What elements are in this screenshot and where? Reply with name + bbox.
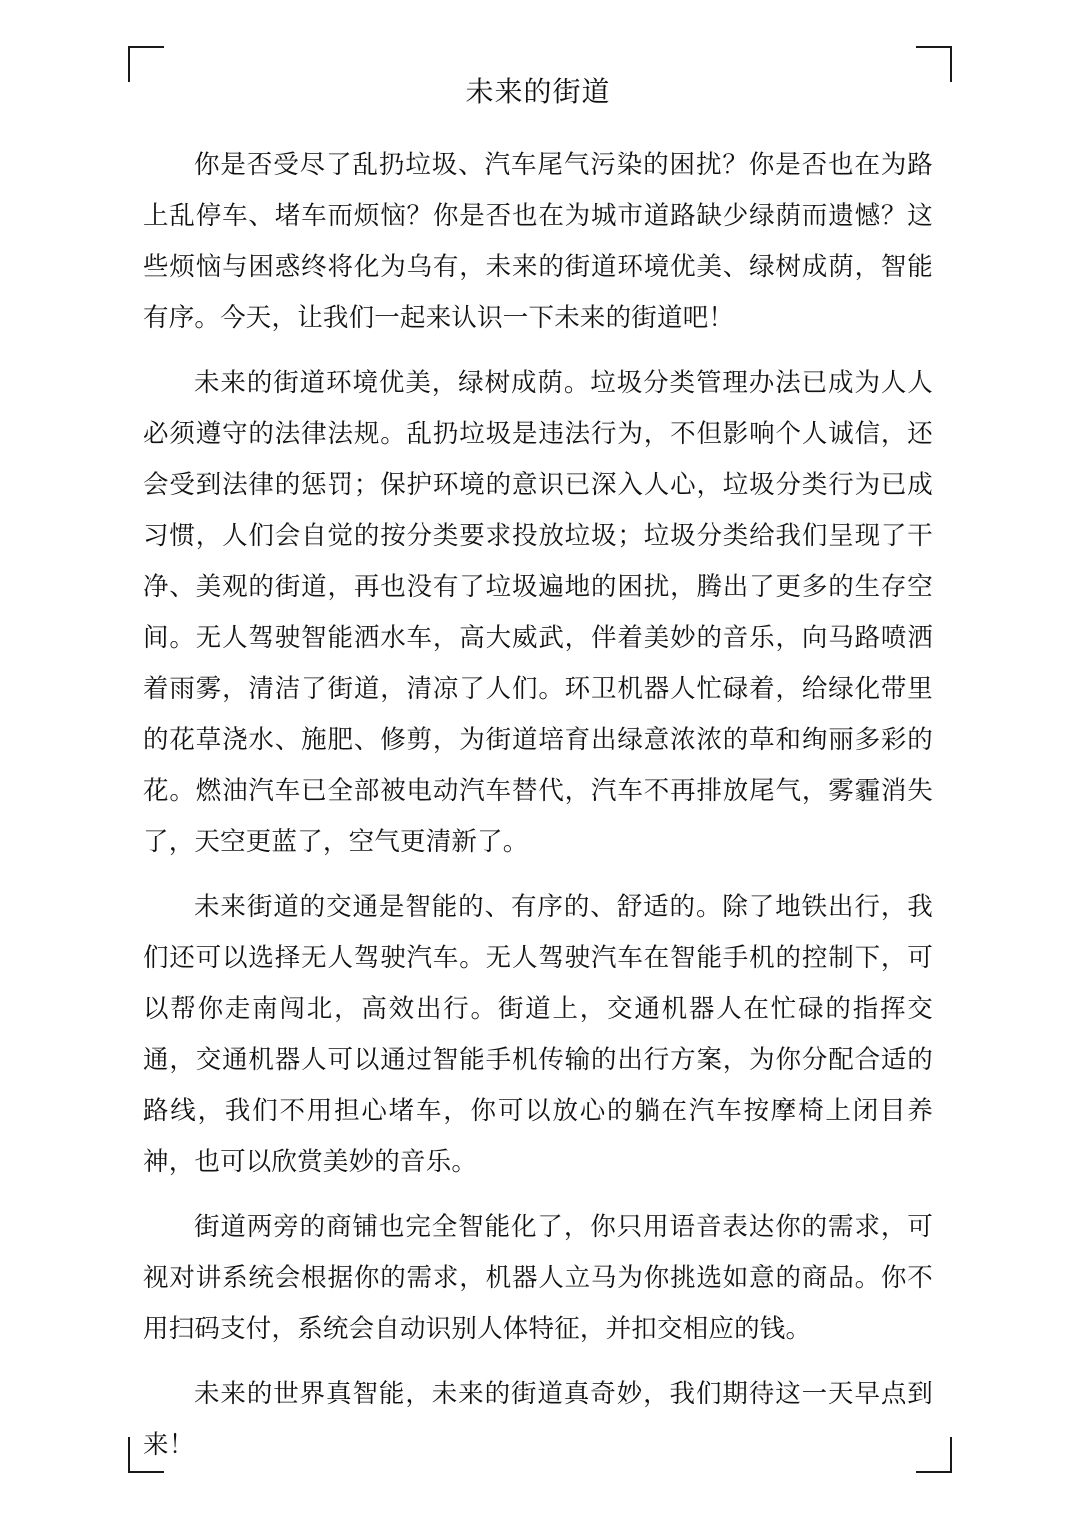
paragraph: 你是否受尽了乱扔垃圾、汽车尾气污染的困扰？你是否也在为路上乱停车、堵车而烦恼？你是否也在为城市道路缺少绿荫而遗憾？这些烦恼与困惑终将化为乌有，未来的街道环境优美、绿树成荫，智能有序。今天，让我们一起来认识一下未来的街道吧！ — [143, 151, 933, 333]
paragraph: 未来街道的交通是智能的、有序的、舒适的。除了地铁出行，我们还可以选择无人驾驶汽车。无人驾驶汽车在智能手机的控制下，可以帮你走南闯北，高效出行。街道上，交通机器人在忙碌的指挥交通，交通机器人可以通过智能手机传输的出行方案，为你分配合适的路线，我们不用担心堵车，你可以放心的躺在汽车按摩椅上闭目养神，也可以欣赏美妙的音乐。 — [143, 893, 933, 1177]
page-title: 未来的街道 — [465, 76, 611, 107]
paragraph: 街道两旁的商铺也完全智能化了，你只用语音表达你的需求，可视对讲系统会根据你的需求，机器人立马为你挑选如意的商品。你不用扫码支付，系统会自动识别人体特征，并扣交相应的钱。 — [143, 1213, 933, 1344]
paragraph: 未来的街道环境优美，绿树成荫。垃圾分类管理办法已成为人人必须遵守的法律法规。乱扔垃圾是违法行为，不但影响个人诚信，还会受到法律的惩罚；保护环境的意识已深入人心，垃圾分类行为已成习惯，人们会自觉的按分类要求投放垃圾；垃圾分类给我们呈现了干净、美观的街道，再也没有了垃圾遍地的困扰，腾出了更多的生存空间。无人驾驶智能洒水车，高大威武，伴着美妙的音乐，向马路喷洒着雨雾，清洁了街道，清凉了人们。环卫机器人忙碌着，给绿化带里的花草浇水、施肥、修剪，为街道培育出绿意浓浓的草和绚丽多彩的花。燃油汽车已全部被电动汽车替代，汽车不再排放尾气，雾霾消失了，天空更蓝了，空气更清新了。 — [143, 369, 933, 857]
paragraph: 未来的世界真智能，未来的街道真奇妙，我们期待这一天早点到来！ — [143, 1380, 933, 1460]
document-body — [143, 74, 933, 1485]
